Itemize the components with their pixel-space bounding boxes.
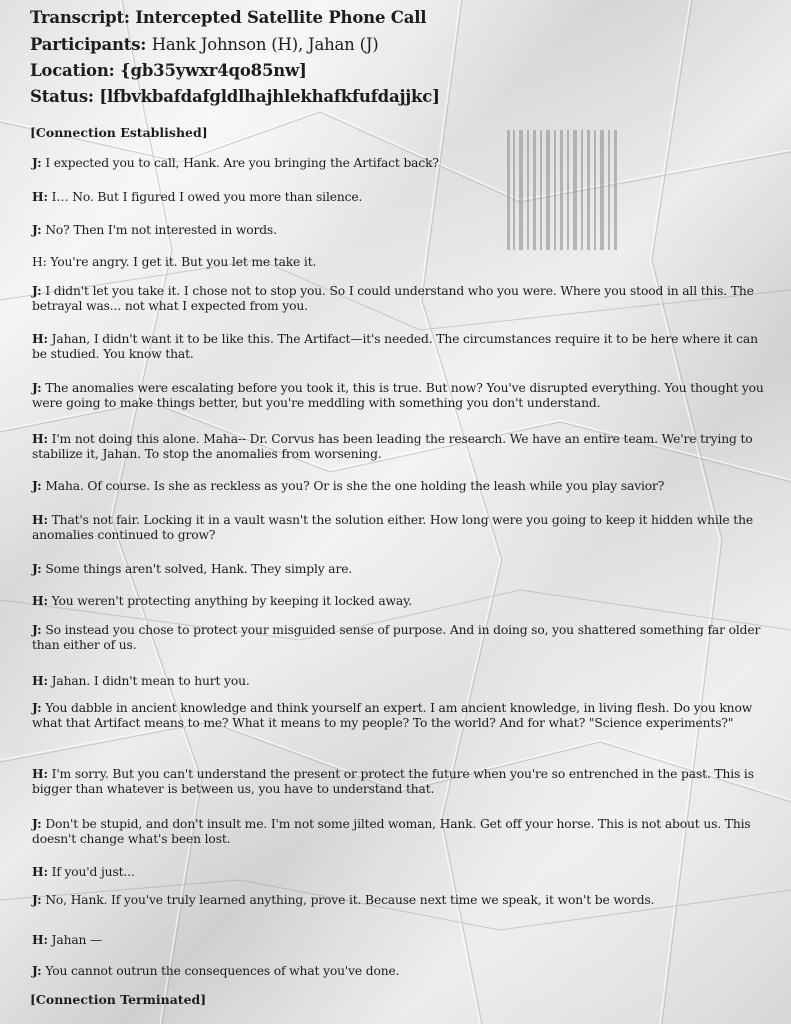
- dialogue-text: You weren't protecting anything by keeping it locked away.: [47, 594, 412, 608]
- speaker-tag: H:: [32, 431, 48, 446]
- transcript-line: [32, 561, 768, 577]
- dialogue-text: Jahan, I didn't want it to be like this. The Artifact—it's needed. The circumstances require it to be here where it can be studied. You know that.: [32, 332, 758, 361]
- dialogue-text: I expected you to call, Hank. Are you bringing the Artifact back?: [41, 156, 439, 170]
- speaker-tag: J:: [32, 561, 42, 576]
- speaker-tag: J:: [32, 478, 42, 493]
- speaker-tag: J:: [32, 816, 42, 831]
- transcript-line: [32, 622, 768, 653]
- transcript-line: [32, 431, 768, 462]
- dialogue-text: The anomalies were escalating before you took it, this is true. But now? You've disrupted everything. You thought you were going to make things better, but you're meddling with something you don't understand.: [32, 381, 764, 410]
- dialogue-text: Don't be stupid, and don't insult me. I'm not some jilted woman, Hank. Get off your horse. This is not about us. This doesn't change what's been lost.: [32, 817, 751, 846]
- transcript-line: [32, 478, 768, 494]
- transcript-line: [32, 963, 768, 979]
- location-row: [30, 61, 307, 80]
- dialogue-text: Jahan —: [47, 933, 103, 947]
- dialogue-text: I'm not doing this alone. Maha-- Dr. Corvus has been leading the research. We have an entire team. We're trying to stabilize it, Jahan. To stop the anomalies from worsening.: [32, 432, 753, 461]
- speaker-tag: H:: [32, 331, 48, 346]
- dialogue-text: I… No. But I figured I owed you more than silence.: [47, 190, 363, 204]
- speaker-tag: H:: [32, 766, 48, 781]
- transcript-line: [32, 189, 768, 205]
- dialogue-text: So instead you chose to protect your misguided sense of purpose. And in doing so, you shattered something far older than either of us.: [32, 623, 761, 652]
- transcript-line: [32, 932, 768, 948]
- speaker-tag: H:: [32, 932, 48, 947]
- transcript-line: [32, 222, 768, 238]
- dialogue-text: No? Then I'm not interested in words.: [41, 223, 277, 237]
- dialogue-text: You cannot outrun the consequences of what you've done.: [41, 964, 400, 978]
- transcript-title: Transcript: Intercepted Satellite Phone Call: [30, 8, 427, 27]
- transcript-line: [32, 700, 768, 731]
- speaker-tag: J:: [32, 892, 42, 907]
- dialogue-text: You dabble in ancient knowledge and think yourself an expert. I am ancient knowledge, in living flesh. Do you know what that Artifact means to me? What it means to my people? To the world? And for what? "Science experiments?": [32, 701, 753, 730]
- transcript-line: [32, 864, 768, 880]
- speaker-tag: J:: [32, 155, 42, 170]
- speaker-tag: H:: [32, 673, 48, 688]
- dialogue-text: If you'd just...: [47, 865, 135, 879]
- speaker-tag: H:: [32, 189, 48, 204]
- dialogue-text: Maha. Of course. Is she as reckless as you? Or is she the one holding the leash while you play savior?: [41, 479, 665, 493]
- transcript-line: [32, 673, 768, 689]
- dialogue-text: Some things aren't solved, Hank. They simply are.: [41, 562, 353, 576]
- dialogue-text: No, Hank. If you've truly learned anything, prove it. Because next time we speak, it won't be words.: [41, 893, 655, 907]
- status-row: [30, 87, 440, 106]
- speaker-tag: J:: [32, 963, 42, 978]
- transcript-line: [32, 892, 768, 908]
- speaker-tag: J:: [32, 622, 42, 637]
- speaker-tag: J:: [32, 283, 42, 298]
- status-label: Status:: [30, 87, 94, 106]
- participants-value: Hank Johnson (H), Jahan (J): [151, 35, 379, 54]
- transcript-line: [32, 512, 768, 543]
- transcript-line: [32, 766, 768, 797]
- dialogue-text: Jahan. I didn't mean to hurt you.: [47, 674, 250, 688]
- connection-terminated-marker: [Connection Terminated]: [30, 992, 207, 1007]
- dialogue-text: H: You're angry. I get it. But you let me take it.: [32, 255, 317, 269]
- dialogue-text: That's not fair. Locking it in a vault wasn't the solution either. How long were you going to keep it hidden while the anomalies continued to grow?: [32, 513, 753, 542]
- participants-row: [30, 35, 379, 54]
- speaker-tag: H:: [32, 512, 48, 527]
- speaker-tag: H:: [32, 593, 48, 608]
- transcript-line: [32, 155, 768, 171]
- transcript-line: [32, 593, 768, 609]
- dialogue-text: I'm sorry. But you can't understand the present or protect the future when you're so entrenched in the past. This is bigger than whatever is between us, you have to understand that.: [32, 767, 754, 796]
- transcript-line: [32, 283, 768, 314]
- speaker-tag: J:: [32, 222, 42, 237]
- transcript-line: [32, 331, 768, 362]
- speaker-tag: H:: [32, 864, 48, 879]
- status-value: [lfbvkbafdafgldlhajhlekhafkfufdajjkc]: [99, 87, 440, 106]
- transcript-line: [32, 816, 768, 847]
- speaker-tag: J:: [32, 380, 42, 395]
- location-label: Location:: [30, 61, 115, 80]
- connection-established-marker: [Connection Established]: [30, 125, 208, 140]
- dialogue-text: I didn't let you take it. I chose not to stop you. So I could understand who you were. Where you stood in all this. The betrayal was... not what I expected from you.: [32, 284, 754, 313]
- transcript-line: [32, 380, 768, 411]
- transcript-line: [32, 254, 768, 270]
- speaker-tag: J:: [32, 700, 42, 715]
- location-value: {gb35ywxr4qo85nw]: [120, 61, 307, 80]
- participants-label: Participants:: [30, 35, 147, 54]
